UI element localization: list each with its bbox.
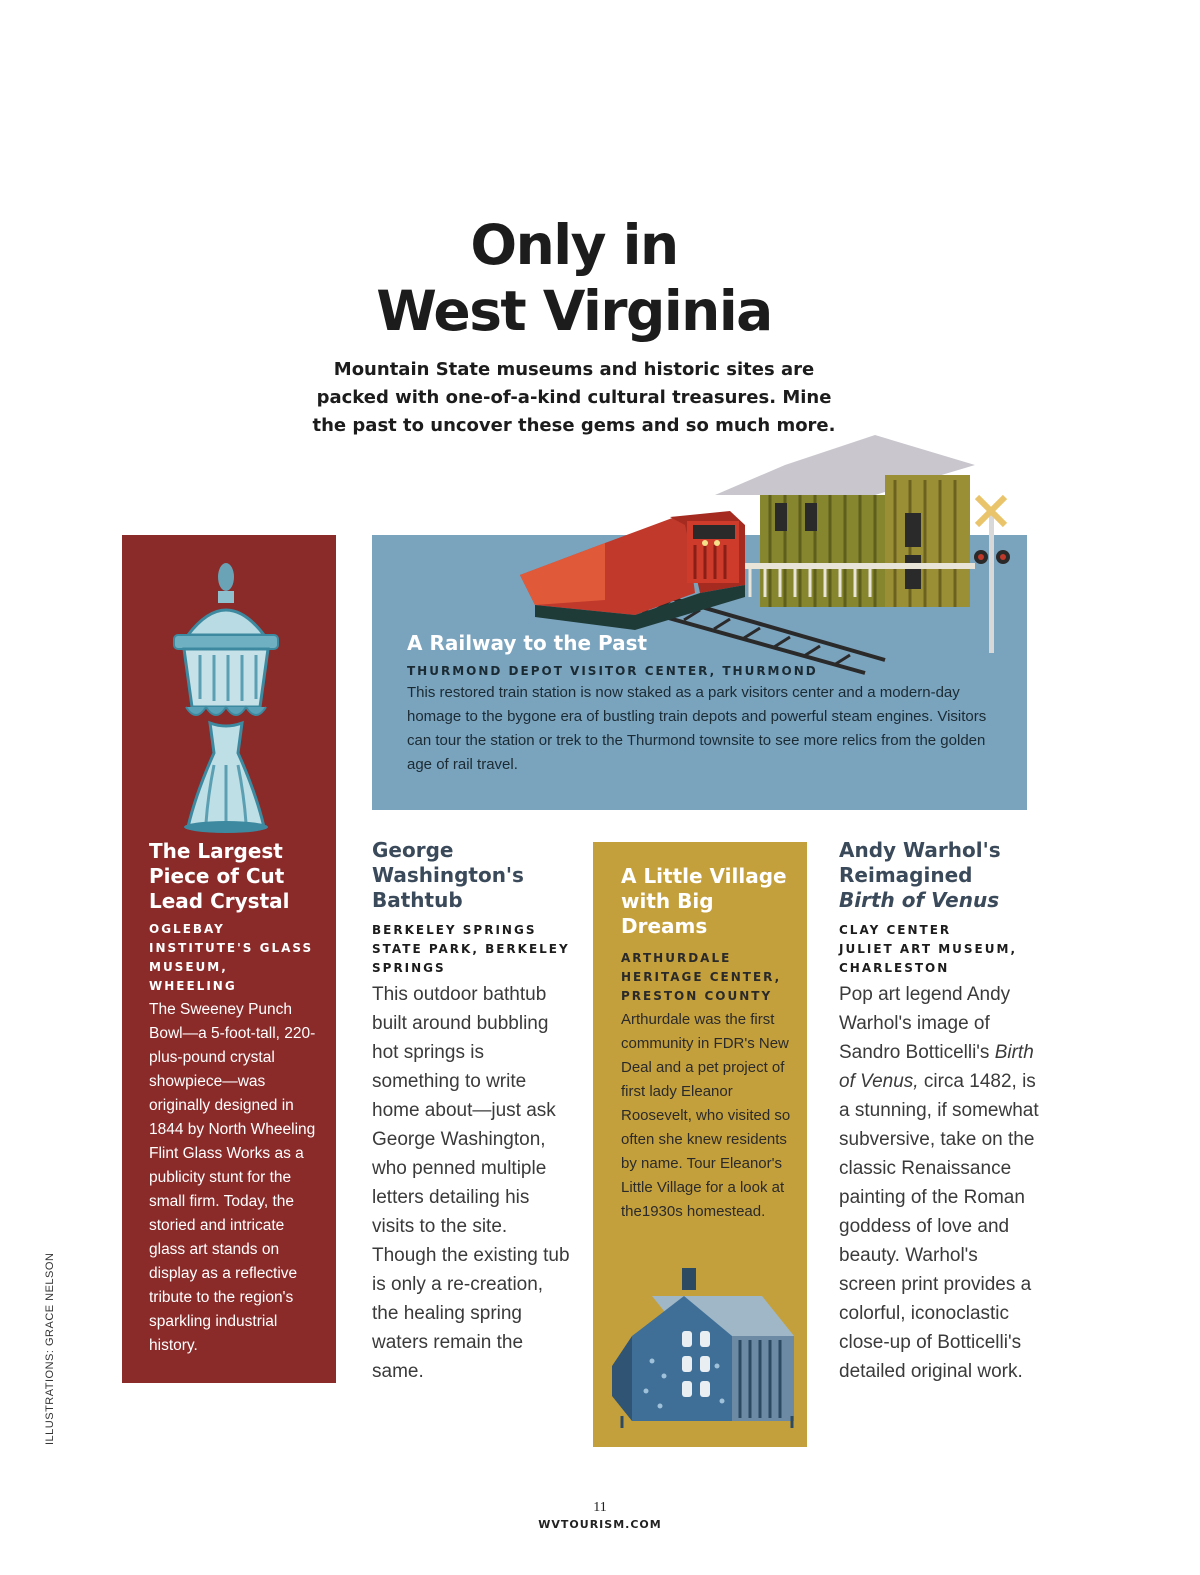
warhol-location-line-2: JULIET ART MUSEUM, CHARLESTON: [839, 942, 1018, 975]
bathtub-feature-location: BERKELEY SPRINGS STATE PARK, BERKELEY SPRINGS: [372, 923, 570, 975]
warhol-body-part-1: Pop art legend Andy Warhol's image of Sandro Botticelli's: [839, 984, 1011, 1063]
railway-feature-body: This restored train station is now staked as a park visitors center and a modern-day homage to the bygone era of bustling train depots and powerful steam engines. Visitors can tour the station or trek to the Thurmond townsite to see more relics from the golden age of rail travel.: [407, 684, 987, 773]
bathtub-feature-title: George Washington's Bathtub: [372, 838, 524, 912]
bathtub-feature: [372, 838, 572, 1386]
page-title-line-2: West Virginia: [376, 279, 772, 343]
warhol-location-line-1: CLAY CENTER: [839, 923, 952, 937]
village-feature-body: Arthurdale was the first community in FDR's New Deal and a pet project of first lady Eleanor Roosevelt, who visited so often she knew residents by name. Tour Eleanor's Little Village for a look at the1930s homestead.: [621, 1011, 791, 1220]
village-feature-text: [621, 864, 799, 1224]
page-number: 11: [593, 1500, 607, 1515]
crystal-feature-body: The Sweeney Punch Bowl—a 5-foot-tall, 220-plus-pound crystal showpiece—was originally designed in 1844 by North Wheeling Flint Glass Works as a publicity stunt for the small firm. Today, the storied and intricate glass art stands on display as a reflective tribute to the region's sparkling industrial history.: [149, 1001, 316, 1354]
crystal-feature-location: OGLEBAY INSTITUTE'S GLASS MUSEUM, WHEELING: [149, 922, 314, 993]
warhol-body-italic: Birth of Venus,: [839, 1042, 1034, 1092]
railway-feature-title: A Railway to the Past: [407, 631, 648, 655]
page-title: [300, 212, 848, 344]
crystal-punch-bowl-icon: [122, 555, 336, 835]
page-title-line-1: Only in: [470, 213, 678, 277]
website-url: WVTOURISM.COM: [538, 1518, 662, 1531]
house-icon: [612, 1266, 802, 1431]
village-feature-title: A Little Village with Big Dreams: [621, 864, 787, 938]
warhol-title-text: Andy Warhol's Reimagined: [839, 838, 1001, 887]
crystal-feature-panel: [122, 535, 336, 1383]
warhol-title-italic: Birth of Venus: [839, 888, 1000, 912]
crystal-feature-text: [149, 839, 321, 1358]
warhol-feature-location: [839, 921, 1039, 978]
railway-feature-location: THURMOND DEPOT VISITOR CENTER, THURMOND: [407, 664, 818, 678]
warhol-feature-body: [839, 980, 1039, 1386]
illustration-credit: ILLUSTRATIONS: GRACE NELSON: [44, 1252, 56, 1445]
village-feature-location: ARTHURDALE HERITAGE CENTER, PRESTON COUNTY: [621, 951, 782, 1003]
intro-text: Mountain State museums and historic sites are packed with one-of-a-kind cultural treasures. Mine the past to uncover these gems and so much more.: [312, 359, 836, 436]
warhol-feature: [839, 838, 1039, 1386]
warhol-feature-title: [839, 838, 1039, 913]
bathtub-feature-body: This outdoor bathtub built around bubbling hot springs is something to write home about—just ask George Washington, who penned multiple letters detailing his visits to the site. Though the existing tub is only a re-creation, the healing spring waters remain the same.: [372, 984, 570, 1382]
warhol-body-part-2: circa 1482, is a stunning, if somewhat subversive, take on the classic Renaissance painting of the Roman goddess of love and beauty. Warhol's screen print provides a colorful, iconoclastic close-up of Botticelli's detailed original work.: [839, 1071, 1039, 1382]
crystal-feature-title: The Largest Piece of Cut Lead Crystal: [149, 839, 290, 913]
train-depot-icon: [455, 425, 1045, 675]
